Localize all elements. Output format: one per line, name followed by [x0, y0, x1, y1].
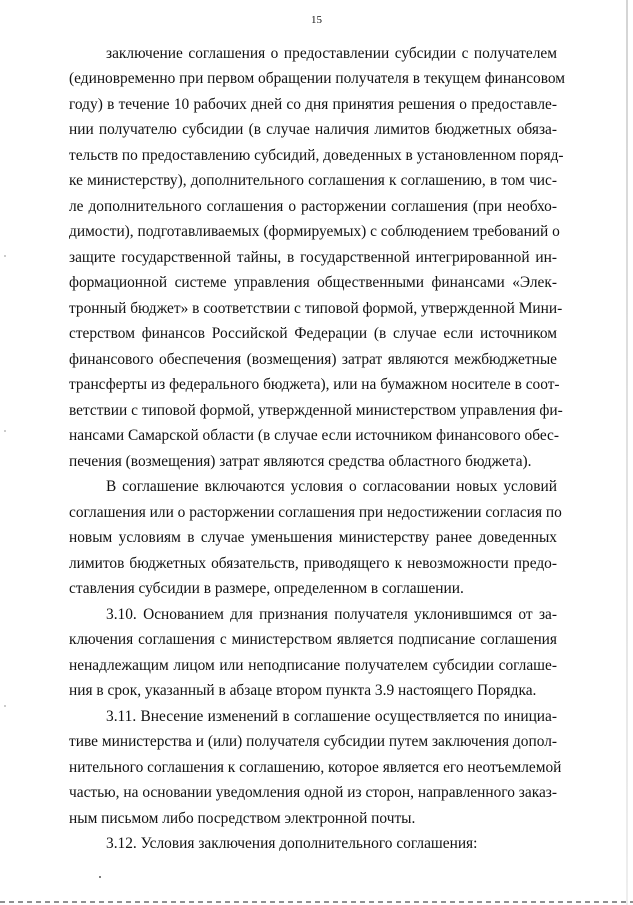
text-line: ключения соглашения с министерством является подписание соглашения [69, 631, 557, 648]
text-line: печения (возмещения) затрат являются средства областного бюджета). [69, 453, 532, 470]
text-line: новым условиям в случае уменьшения министерству ранее доведенных [69, 529, 557, 546]
text-line: защите государственной тайны, в государственной интегрированной ин- [69, 249, 557, 266]
text-line: 3.11. Внесение изменений в соглашение осуществляется по инициа- [106, 708, 557, 725]
text-line: нительного соглашения к соглашению, которое является его неотъемлемой [69, 759, 562, 776]
text-line: трансферты из федерального бюджета), или на бумажном носителе в соот- [69, 376, 560, 393]
text-line: стерством финансов Российской Федерации (в случае если источником [69, 325, 557, 342]
text-line: году) в течение 10 рабочих дней со дня принятия решения о предоставле- [69, 96, 557, 113]
text-line: частью, на основании уведомления одной из сторон, направленного заказ- [69, 784, 557, 801]
scan-speck [4, 255, 6, 257]
text-line: 3.10. Основанием для признания получателя уклонившимся от за- [106, 606, 557, 623]
text-line: нии получателю субсидии (в случае наличия лимитов бюджетных обяза- [69, 121, 557, 138]
text-line: лимитов бюджетных обязательств, приводящего к невозможности предо- [69, 555, 557, 572]
text-line: димости), подготавливаемых (формируемых) с соблюдением требований о [69, 223, 560, 240]
text-line: ке министерству), дополнительного соглашения к соглашению, в том чис- [69, 172, 557, 189]
text-line: ле дополнительного соглашения о расторжении соглашения (при необхо- [69, 198, 557, 215]
page-number: 15 [311, 14, 322, 26]
text-line: финансового обеспечения (возмещения) затрат являются межбюджетные [69, 351, 557, 368]
bottom-scan-rule [0, 901, 633, 903]
scan-speck [4, 705, 6, 707]
text-line: ненадлежащим лицом или неподписание получателем субсидии соглаше- [69, 657, 557, 674]
text-line: тельств по предоставлению субсидий, доведенных в установленном поряд- [69, 147, 564, 164]
text-line: тронный бюджет» в соответствии с типовой формой, утвержденной Мини- [69, 300, 563, 317]
text-line: заключение соглашения о предоставлении субсидии с получателем [106, 45, 557, 62]
text-line: 3.12. Условия заключения дополнительного соглашения: [106, 835, 478, 852]
text-line: соглашения или о расторжении соглашения при недостижении согласия по [69, 504, 562, 521]
text-line: нансами Самарской области (в случае если источником финансового обес- [69, 427, 559, 444]
scan-edge-shadow [626, 0, 628, 905]
text-line: ветствии с типовой формой, утвержденной министерством управления фи- [69, 402, 563, 419]
scan-speck [99, 876, 101, 878]
text-line: ния в срок, указанный в абзаце втором пункта 3.9 настоящего Порядка. [69, 682, 537, 699]
text-line: ным письмом либо посредством электронной почты. [69, 810, 416, 827]
text-line: тиве министерства и (или) получателя субсидии путем заключения допол- [69, 733, 557, 750]
text-line: (единовременно при первом обращении получателя в текущем финансовом [69, 70, 566, 87]
scan-speck [4, 430, 6, 432]
text-line: ставления субсидии в размере, определенном в соглашении. [69, 580, 464, 597]
text-line: формационной системе управления общественными финансами «Элек- [69, 274, 557, 291]
text-line: В соглашение включаются условия о согласовании новых условий [106, 478, 557, 495]
